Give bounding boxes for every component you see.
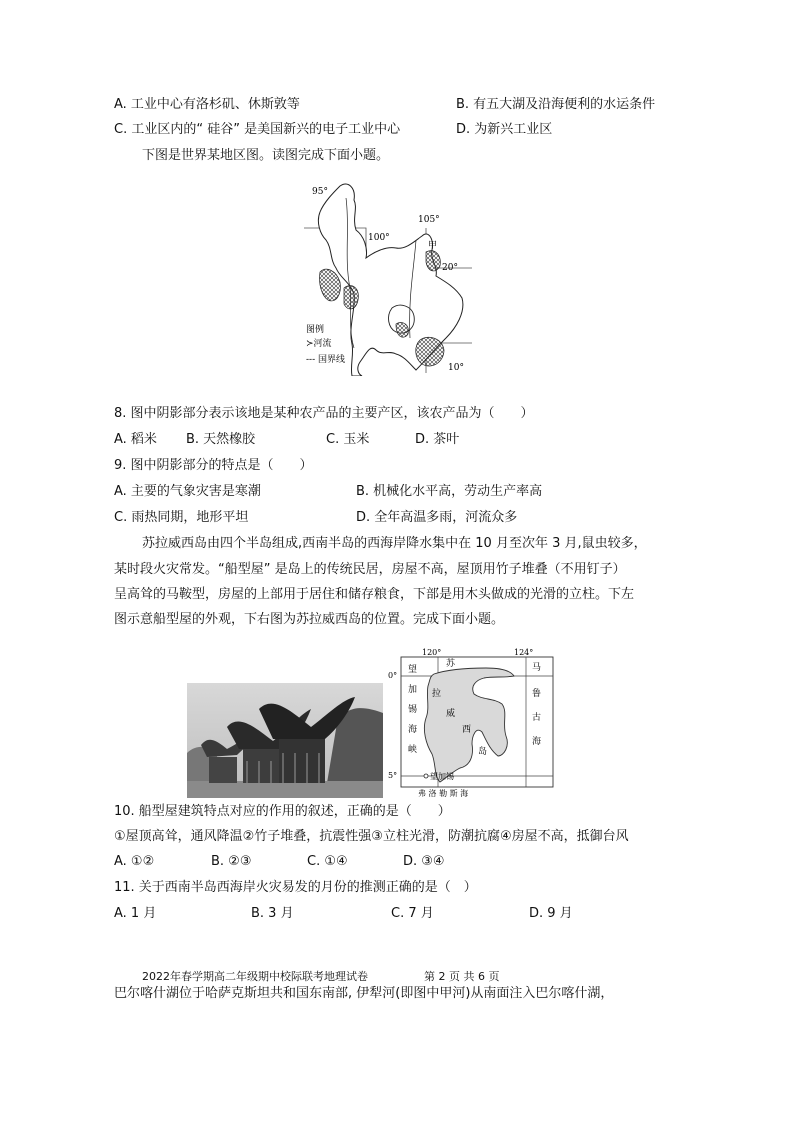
q8-option-d: D. 茶叶 xyxy=(415,432,460,447)
q10-items: ①屋顶高耸，通风降温②竹子堆叠，抗震性强③立柱光滑，防潮抗腐④房屋不高，抵御台风 xyxy=(114,829,629,844)
option-prev-b: B. 有五大湖及沿海便利的水运条件 xyxy=(456,97,656,112)
strait-char-0: 望 xyxy=(408,665,418,675)
q11-stem: 11. 关于西南半岛西海岸火灾易发的月份的推测正确的是（ ） xyxy=(114,880,477,895)
q10-option-d: D. ③④ xyxy=(403,854,445,869)
island-char-2: 西 xyxy=(462,725,472,735)
q11-option-a: A. 1 月 xyxy=(114,906,157,921)
island-char-0: 拉 xyxy=(432,689,442,699)
island-char-3: 岛 xyxy=(478,747,488,757)
option-prev-a: A. 工业中心有洛杉矶、休斯敦等 xyxy=(114,97,300,112)
q9-option-c: C. 雨热同期，地形平坦 xyxy=(114,510,249,525)
shaded-area xyxy=(344,286,358,309)
lon-120-label: 120° xyxy=(422,648,442,657)
passage-line-4: 图示意船型屋的外观，下右图为苏拉威西岛的位置。完成下面小题。 xyxy=(114,612,505,627)
q8-option-c: C. 玉米 xyxy=(326,432,370,447)
sea-char-1: 鲁 xyxy=(532,689,542,699)
strait-char-4: 峡 xyxy=(408,745,418,755)
intro-text-1: 下图是世界某地区图。读图完成下面小题。 xyxy=(142,148,390,163)
q9-option-a: A. 主要的气象灾害是寒潮 xyxy=(114,484,261,499)
passage-line-1: 苏拉威西岛由四个半岛组成,西南半岛的西海岸降水集中在 10 月至次年 3 月,鼠虫较多， xyxy=(142,536,647,551)
shaded-area xyxy=(426,251,440,271)
lon-100-label: 100° xyxy=(368,233,390,243)
shaded-area xyxy=(319,269,340,301)
q10-option-b: B. ②③ xyxy=(211,854,252,869)
q9-stem: 9. 图中阴影部分的特点是（ ） xyxy=(114,458,313,473)
footer-exam-title: 2022年春学期高二年级期中校际联考地理试卷 xyxy=(142,970,368,983)
sulawesi-map xyxy=(386,646,556,798)
jia-label: 甲 xyxy=(428,241,438,251)
strait-char-3: 海 xyxy=(408,725,418,735)
city-marker xyxy=(424,774,428,778)
footer-page-number: 第 2 页 共 6 页 xyxy=(424,970,500,983)
su-label: 苏 xyxy=(446,659,456,669)
lon-95-label: 95° xyxy=(312,187,328,197)
sea-char-0: 马 xyxy=(532,663,542,673)
lat-5-label: 5° xyxy=(388,771,398,780)
q9-option-b: B. 机械化水平高，劳动生产率高 xyxy=(356,484,543,499)
lon-124-label: 124° xyxy=(514,648,534,657)
boat-house-photo xyxy=(187,683,383,798)
sea-bottom-label: 弗 洛 勒 斯 海 xyxy=(418,789,469,798)
q10-option-c: C. ①④ xyxy=(307,854,348,869)
passage-line-2: 某时段火灾常发。“船型屋” 是岛上的传统民居，房屋不高，屋顶用竹子堆叠（不用钉子） xyxy=(114,562,626,577)
legend-title: 图例 xyxy=(306,325,325,335)
legend-river: ≻河流 xyxy=(306,339,332,349)
lat-0-label: 0° xyxy=(388,671,398,680)
sea-char-3: 海 xyxy=(532,737,542,747)
legend-border: --- 国界线 xyxy=(306,355,345,365)
q8-option-a: A. 稻米 xyxy=(114,432,157,447)
q11-option-b: B. 3 月 xyxy=(251,906,294,921)
q9-option-d: D. 全年高温多雨，河流众多 xyxy=(356,510,518,525)
q10-stem: 10. 船型屋建筑特点对应的作用的叙述，正确的是（ ） xyxy=(114,804,451,819)
option-prev-c: C. 工业区内的“ 硅谷” 是美国新兴的电子工业中心 xyxy=(114,122,401,137)
island-char-1: 威 xyxy=(446,709,456,719)
strait-char-1: 加 xyxy=(408,685,418,695)
q11-option-c: C. 7 月 xyxy=(391,906,434,921)
passage-line-3: 呈高耸的马鞍型，房屋的上部用于居住和储存粮食，下部是用木头做成的光滑的立柱。下左 xyxy=(114,587,635,602)
strait-char-2: 锡 xyxy=(408,705,418,715)
lat-10-label: 10° xyxy=(448,363,464,373)
q10-option-a: A. ①② xyxy=(114,854,155,869)
q8-option-b: B. 天然橡胶 xyxy=(186,432,256,447)
city-label: 望加锡 xyxy=(430,772,454,781)
q11-option-d: D. 9 月 xyxy=(529,906,573,921)
shaded-area xyxy=(416,337,444,366)
lat-20-label: 20° xyxy=(442,263,458,273)
sea-char-2: 古 xyxy=(532,713,542,723)
next-passage-line: 巴尔喀什湖位于哈萨克斯坦共和国东南部, 伊犁河(即图中甲河)从南面注入巴尔喀什湖， xyxy=(114,986,614,1001)
option-prev-d: D. 为新兴工业区 xyxy=(456,122,553,137)
lon-105-label: 105° xyxy=(418,215,440,225)
indochina-map xyxy=(296,178,480,376)
q8-stem: 8. 图中阴影部分表示该地是某种农产品的主要产区，该农产品为（ ） xyxy=(114,406,534,421)
